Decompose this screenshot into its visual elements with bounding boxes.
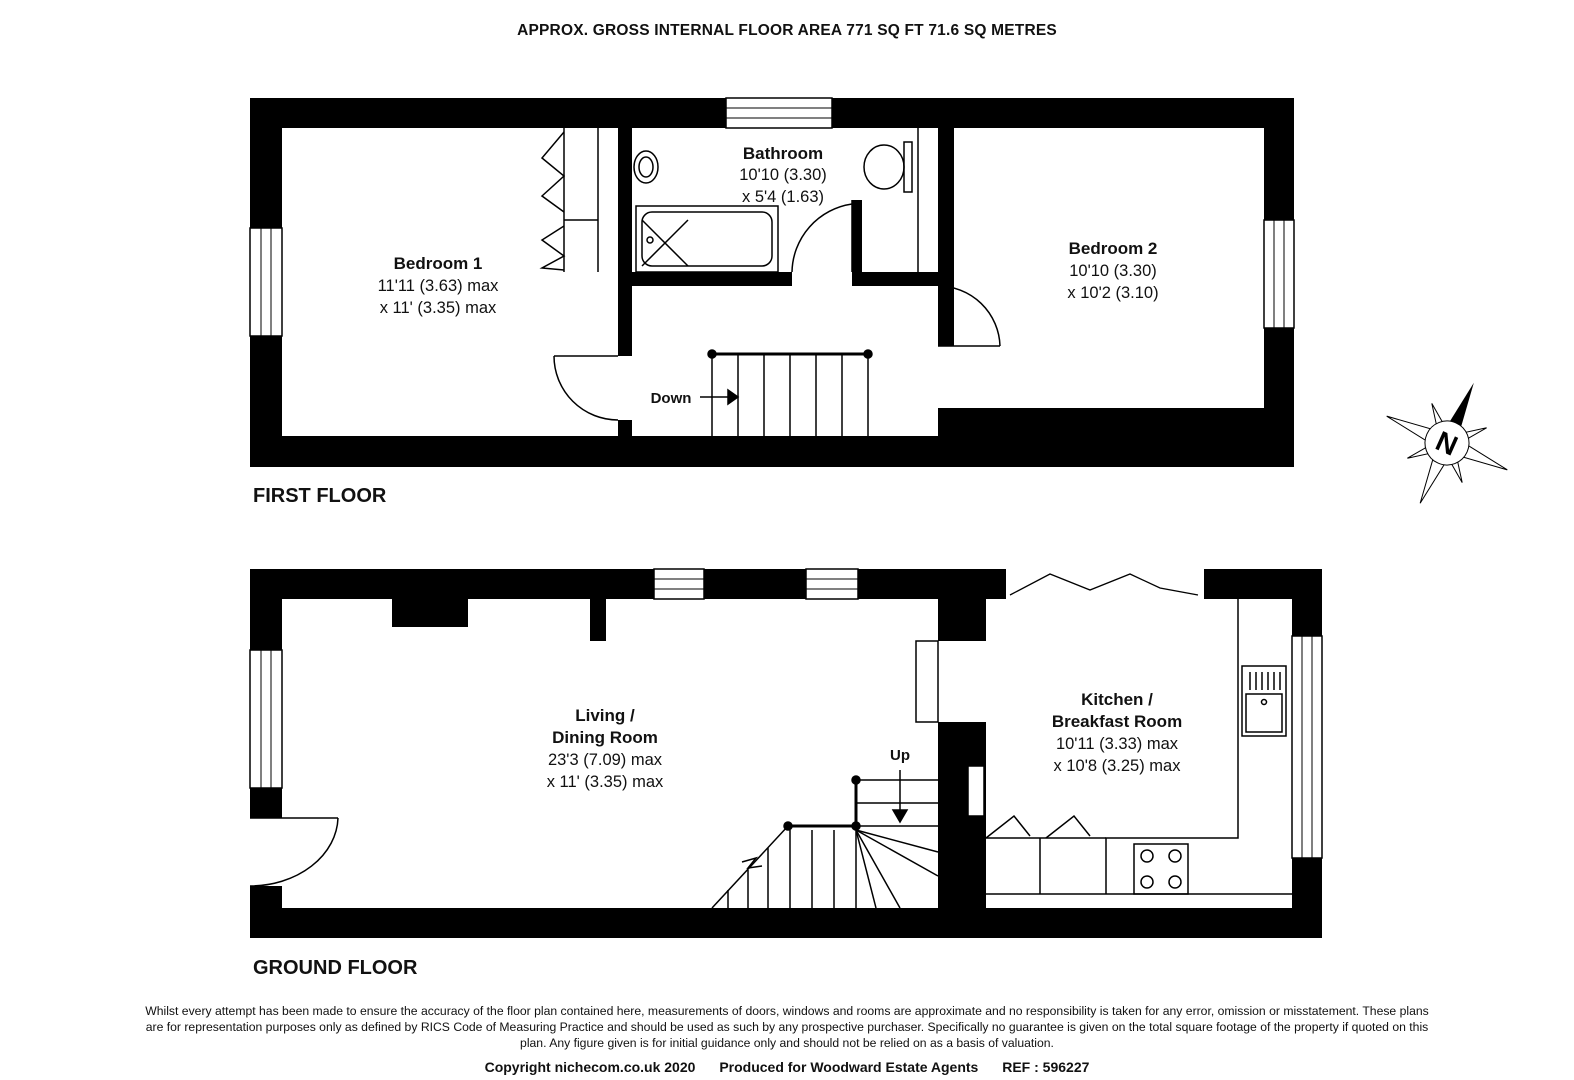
living-dim2: x 11' (3.35) max	[546, 773, 664, 791]
floor-area-heading: APPROX. GROSS INTERNAL FLOOR AREA 771 SQ FT 71.6 SQ METRES	[517, 22, 1057, 39]
window	[806, 569, 858, 599]
compass-letter: N	[1431, 425, 1463, 462]
window	[1264, 220, 1294, 328]
bifold-doors	[1010, 574, 1198, 595]
stairs-down-label: Down	[650, 390, 692, 407]
wardrobe	[542, 128, 598, 272]
kitchen-name-line1: Kitchen /	[1081, 690, 1153, 709]
staircase-ground-floor	[712, 770, 938, 908]
bedroom1-name: Bedroom 1	[393, 254, 483, 273]
window	[250, 650, 282, 788]
bath	[636, 206, 778, 272]
copyright: Copyright nichecom.co.uk 2020	[484, 1059, 696, 1075]
window	[968, 766, 984, 816]
reference: REF : 596227	[1002, 1059, 1090, 1075]
bathroom-dim1: 10'10 (3.30)	[739, 166, 827, 184]
produced-for: Produced for Woodward Estate Agents	[719, 1059, 979, 1075]
window	[250, 228, 282, 336]
kitchen-dim1: 10'11 (3.33) max	[1055, 735, 1179, 753]
stairs-up-label: Up	[890, 747, 910, 764]
bathroom-name: Bathroom	[742, 144, 824, 163]
bedroom1-dim1: 11'11 (3.63) max	[377, 277, 499, 295]
first-floor-label: FIRST FLOOR	[253, 485, 387, 507]
hob	[1134, 844, 1188, 894]
living-name-line2: Dining Room	[552, 728, 658, 747]
toilet	[864, 128, 918, 272]
kitchen-name-line2: Breakfast Room	[1051, 712, 1183, 731]
bedroom2-dim1: 10'10 (3.30)	[1069, 262, 1157, 280]
ground-floor-label: GROUND FLOOR	[253, 957, 418, 979]
staircase-first-floor	[700, 350, 872, 436]
basin	[634, 151, 658, 183]
bathroom-dim2: x 5'4 (1.63)	[741, 188, 825, 206]
ground-floor-plan	[250, 569, 1322, 938]
footer	[0, 1059, 1574, 1075]
living-name-line1: Living /	[575, 706, 635, 725]
window	[1292, 636, 1322, 858]
bedroom2-dim2: x 10'2 (3.10)	[1067, 284, 1159, 302]
living-dim1: 23'3 (7.09) max	[547, 751, 663, 769]
bedroom1-dim2: x 11' (3.35) max	[379, 299, 497, 317]
bedroom2-name: Bedroom 2	[1068, 239, 1158, 258]
front-door	[250, 818, 338, 886]
kitchen-dim2: x 10'8 (3.25) max	[1053, 757, 1181, 775]
window	[654, 569, 704, 599]
window	[726, 98, 832, 128]
sink	[1242, 666, 1286, 736]
first-floor-plan	[250, 98, 1294, 467]
disclaimer: Whilst every attempt has been made to ensure the accuracy of the floor plan contained here, measurements of doors, windows and rooms are approximate and no responsibility is taken for any error, omission or misstatement. These plans are for representation purposes only as defined by RICS Code of Measuring Practice and should be used as such by any prospective purchaser. Specifically no guarantee is given on the total square footage of the property if quoted on this plan. Any figure given is for initial guidance only and should not be relied on as a basis of valuation.	[145, 1004, 1429, 1050]
